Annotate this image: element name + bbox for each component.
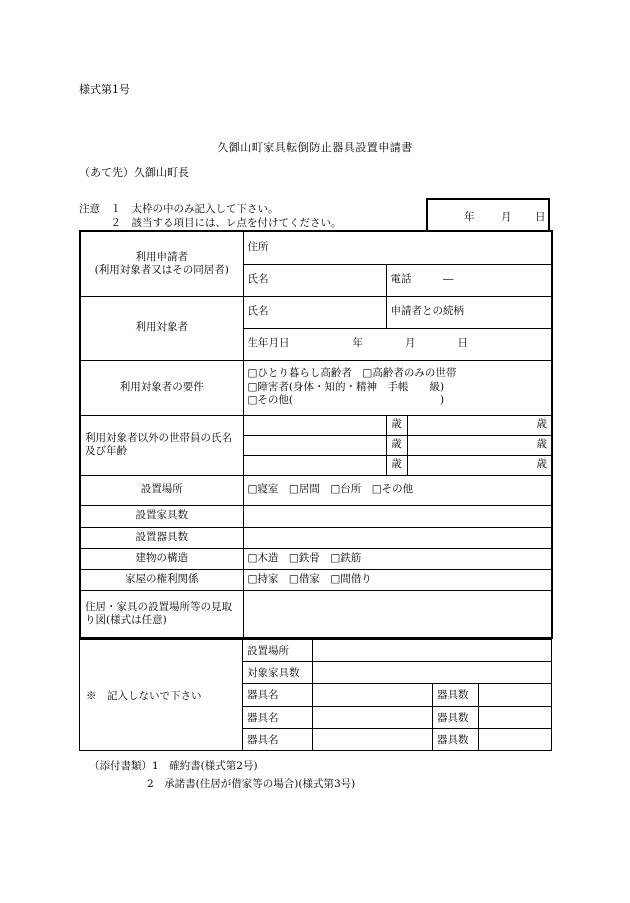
- target-birthdate-field[interactable]: 生年月日 年 月 日: [243, 328, 552, 360]
- requirements-label: 利用対象者の要件: [80, 360, 243, 415]
- floorplan-label: 住居・家具の設置場所等の見取り図(様式は任意): [80, 590, 243, 638]
- requirement-line-1[interactable]: □ひとり暮らし高齢者 □高齢者のみの世帯: [247, 367, 457, 380]
- office-device-count-label: 器具数: [433, 684, 479, 706]
- ownership-options[interactable]: □持家 □借家 □間借り: [243, 569, 552, 590]
- application-form-table: [79, 230, 553, 639]
- office-device-count-label: 器具数: [433, 728, 479, 750]
- furniture-count-label: 設置家具数: [80, 505, 243, 527]
- household-age-unit-1: 歳: [386, 415, 407, 435]
- office-location-label: 設置場所: [243, 640, 313, 662]
- household-age-unit-3: 歳: [386, 435, 407, 455]
- form-number: 様式第1号: [79, 83, 130, 96]
- structure-options[interactable]: □木造 □鉄骨 □鉄筋: [243, 548, 552, 569]
- structure-label: 建物の構造: [80, 548, 243, 569]
- requirement-line-2[interactable]: □障害者(身体・知的・精神 手帳 級): [247, 380, 445, 393]
- office-device-name-field: [313, 706, 433, 728]
- attachment-line-1: （添付書類）1 確約書(様式第2号): [89, 760, 258, 772]
- household-name-field-3[interactable]: [243, 455, 386, 475]
- office-location-field: [313, 640, 552, 662]
- office-device-name-label: 器具名: [243, 684, 313, 706]
- office-use-label: ※ 記入しないで下さい: [80, 640, 243, 751]
- office-use-table: [79, 639, 552, 751]
- location-label: 設置場所: [80, 475, 243, 505]
- target-relation-field[interactable]: 申請者との続柄: [386, 296, 552, 328]
- date-day-label: 日: [535, 211, 546, 223]
- requirements-options[interactable]: [243, 360, 552, 415]
- household-age-unit-5: 歳: [386, 455, 407, 475]
- document-title: 久御山町家具転倒防止器具設置申請書: [217, 141, 413, 154]
- office-device-name-label: 器具名: [243, 728, 313, 750]
- office-device-name-field: [313, 684, 433, 706]
- office-device-count-field: [479, 684, 552, 706]
- requirement-line-3[interactable]: □その他( ): [247, 394, 445, 407]
- target-name-field[interactable]: 氏名: [243, 296, 386, 328]
- applicant-phone-field[interactable]: 電話 ―: [386, 264, 552, 296]
- household-members-label: 利用対象者以外の世帯員の氏名及び年齢: [80, 415, 243, 475]
- office-furniture-label: 対象家具数: [243, 662, 313, 684]
- target-person-label: 利用対象者: [80, 296, 243, 360]
- office-device-count-label: 器具数: [433, 706, 479, 728]
- date-month-label: 月: [501, 211, 512, 223]
- note-line-2: ２ 該当する項目には、レ点を付けてください。: [79, 217, 342, 229]
- note-line-1: 注意 １ 太枠の中のみ記入して下さい。: [79, 203, 279, 215]
- attachment-line-2: 2 承諾書(住居が借家等の場合)(様式第3号): [147, 778, 356, 790]
- office-device-name-field: [313, 728, 433, 750]
- location-options[interactable]: □寝室 □居間 □台所 □その他: [243, 475, 552, 505]
- device-count-label: 設置器具数: [80, 527, 243, 548]
- applicant-address-field[interactable]: 住所: [243, 231, 552, 264]
- date-year-label: 年: [464, 211, 475, 223]
- ownership-label: 家屋の権利関係: [80, 569, 243, 590]
- addressee: （あて先）久御山町長: [79, 166, 189, 179]
- household-age-unit-6[interactable]: 歳: [407, 455, 552, 475]
- date-box[interactable]: [426, 198, 550, 230]
- floorplan-field[interactable]: [243, 590, 552, 638]
- household-age-unit-2[interactable]: 歳: [407, 415, 552, 435]
- household-name-field-1[interactable]: [243, 415, 386, 435]
- device-count-field[interactable]: [243, 527, 552, 548]
- office-furniture-field: [313, 662, 552, 684]
- office-device-name-label: 器具名: [243, 706, 313, 728]
- applicant-name-field[interactable]: 氏名: [243, 264, 386, 296]
- applicant-label: 利用申請者 (利用対象者又はその同居者): [80, 231, 243, 296]
- furniture-count-field[interactable]: [243, 505, 552, 527]
- household-age-unit-4[interactable]: 歳: [407, 435, 552, 455]
- office-device-count-field: [479, 706, 552, 728]
- office-device-count-field: [479, 728, 552, 750]
- household-name-field-2[interactable]: [243, 435, 386, 455]
